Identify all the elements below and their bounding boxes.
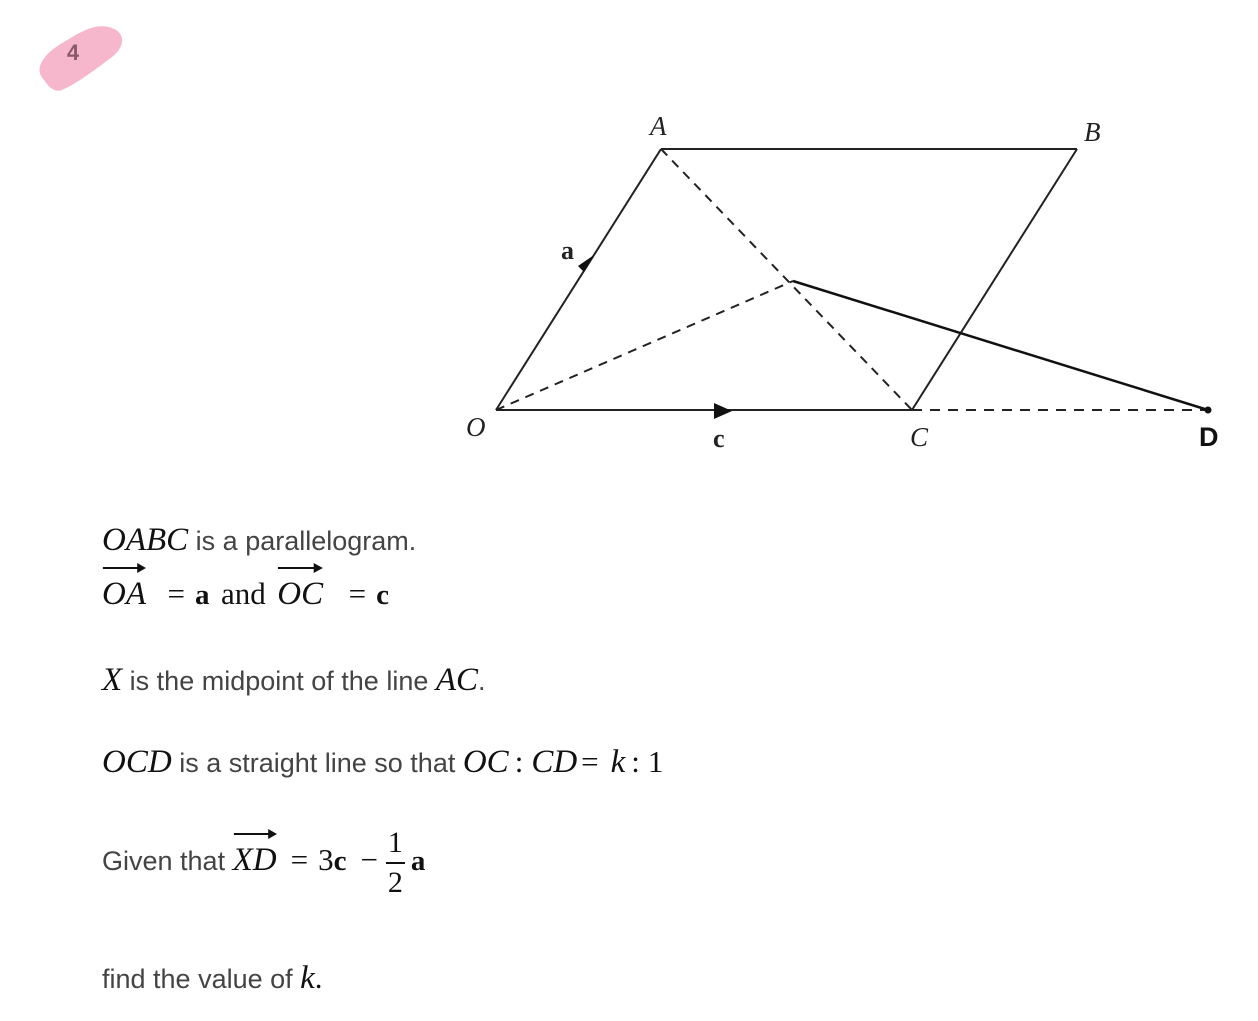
- arrow-c: [714, 403, 732, 419]
- vector-OA: OA: [102, 576, 146, 613]
- period: .: [314, 960, 323, 995]
- label-A: A: [650, 111, 667, 141]
- math-k: k: [610, 744, 626, 780]
- statement-given-XD: [102, 828, 425, 898]
- text-find-value: find the value of: [102, 964, 301, 994]
- statement-parallelogram: [102, 522, 416, 559]
- and-word: and: [221, 576, 266, 611]
- equals-sign: =: [290, 842, 309, 878]
- vector-a-value: a: [195, 579, 210, 611]
- text-straight-line: is a straight line so that: [171, 748, 463, 778]
- math-OABC: OABC: [102, 522, 189, 558]
- text-is-parallelogram: is a parallelogram.: [188, 526, 417, 556]
- vector-c-symbol: c: [333, 845, 347, 878]
- equals-sign: =: [348, 576, 367, 611]
- vector-XD: XD: [233, 842, 277, 879]
- side-OA: [496, 149, 661, 410]
- equals-sign: =: [167, 576, 185, 611]
- fraction-denominator: 2: [387, 866, 403, 899]
- statement-ratio: [102, 744, 663, 781]
- vector-c-value: c: [376, 579, 390, 611]
- math-k: k: [300, 960, 315, 996]
- dashed-OX: [496, 281, 793, 410]
- label-B: B: [1084, 117, 1101, 147]
- label-vector-c: c: [713, 424, 725, 453]
- colon: :: [631, 744, 640, 779]
- parallelogram-diagram: [0, 0, 1258, 480]
- math-CD: CD: [531, 744, 578, 780]
- label-C: C: [910, 422, 929, 452]
- text-given-that: Given that: [102, 846, 233, 877]
- minus-sign: −: [360, 842, 378, 878]
- line-XD: [793, 281, 1208, 410]
- coefficient-3: 3: [318, 842, 334, 878]
- math-OCD: OCD: [102, 744, 172, 780]
- label-O: O: [466, 412, 486, 442]
- equals-sign: =: [581, 744, 599, 779]
- label-vector-a: a: [561, 236, 574, 265]
- vector-a-symbol: a: [410, 845, 426, 878]
- fraction-one-half: [386, 828, 405, 898]
- side-BC: [912, 149, 1077, 410]
- math-OC: OC: [462, 744, 509, 780]
- period: .: [478, 666, 486, 696]
- dashed-AC: [661, 149, 912, 410]
- statement-vectors: [102, 576, 389, 613]
- math-X: X: [102, 662, 123, 698]
- vector-arrow-icon: [277, 562, 323, 574]
- statement-midpoint: [102, 662, 486, 699]
- statement-find-k: [102, 960, 323, 997]
- math-AC: AC: [435, 662, 479, 698]
- vector-arrow-icon: [233, 828, 277, 840]
- math-1: 1: [647, 744, 664, 779]
- point-D: [1205, 407, 1212, 414]
- colon: :: [514, 744, 524, 779]
- vector-arrow-icon: [102, 562, 146, 574]
- text-midpoint: is the midpoint of the line: [122, 666, 436, 696]
- question-number: 4: [66, 40, 80, 65]
- fraction-numerator: 1: [386, 828, 405, 864]
- label-D: D: [1199, 422, 1219, 452]
- vector-OC: OC: [277, 576, 323, 613]
